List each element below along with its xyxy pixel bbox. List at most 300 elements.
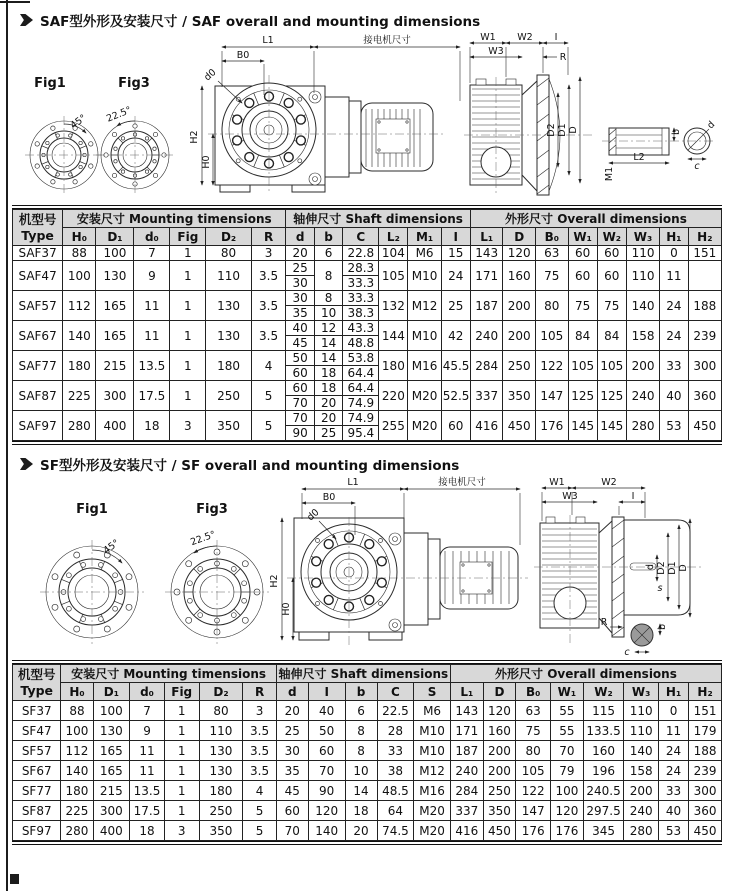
table-row: [13, 246, 722, 261]
table-cell: 337: [450, 801, 483, 821]
saf-dim-d: D: [568, 126, 579, 134]
table-cell: 79: [551, 761, 584, 781]
table-cell: 105: [516, 761, 551, 781]
column-header: R: [243, 683, 276, 701]
table-cell: 33.3: [343, 291, 379, 306]
saf-dim-h2: H2: [189, 130, 200, 144]
column-header: Fig: [170, 228, 206, 246]
table-cell: 188: [689, 741, 722, 761]
table-cell: 5: [243, 821, 276, 841]
table-row: [13, 821, 722, 841]
table-cell: SF37: [13, 701, 61, 721]
table-cell: 64: [377, 801, 414, 821]
sf-dim-h2: H2: [269, 574, 280, 588]
saf-fig1-flange-view: [25, 113, 103, 194]
sf-dim-h0: H0: [281, 602, 292, 616]
table-cell: 1: [170, 321, 206, 351]
column-header: d: [276, 683, 308, 701]
sf-dim-s: s: [657, 583, 663, 594]
table-cell: 350: [206, 411, 251, 441]
table-cell: 176: [551, 821, 584, 841]
table-cell: 14: [345, 781, 377, 801]
column-group-header: 安装尺寸 Mounting timensions: [63, 210, 286, 228]
table-cell: 145: [597, 411, 626, 441]
table-cell: 450: [483, 821, 516, 841]
table-cell: 22.5: [377, 701, 414, 721]
table-cell: 120: [483, 701, 516, 721]
table-cell: 100: [96, 246, 134, 261]
table-cell: SAF47: [13, 261, 63, 291]
sf-fig1-angle-label: 45°: [101, 537, 122, 557]
table-cell: 5: [243, 801, 276, 821]
column-header: B₀: [516, 683, 551, 701]
header-columns-row: [13, 228, 722, 246]
table-cell: 100: [61, 721, 93, 741]
table-row: [13, 741, 722, 761]
table-cell: 75: [536, 261, 569, 291]
sf-dim-i: I: [631, 491, 635, 502]
table-cell: 147: [536, 381, 569, 411]
sf-dimensions-table: [12, 664, 722, 841]
table-cell: SAF87: [13, 381, 63, 411]
table-cell: 125: [568, 381, 597, 411]
section-marker-icon: [20, 14, 33, 26]
table-row: [13, 721, 722, 741]
table-cell: 90: [286, 426, 314, 441]
table-cell: 115: [583, 701, 624, 721]
table-cell: 60: [597, 261, 626, 291]
table-cell: 3.5: [251, 321, 286, 351]
table-cell: 4: [243, 781, 276, 801]
saf-dim-d2: D2: [546, 123, 557, 137]
table-cell: 105: [568, 351, 597, 381]
table-cell: 53.8: [343, 351, 379, 366]
table-cell: 3: [243, 701, 276, 721]
column-header: D: [483, 683, 516, 701]
table-cell: 3.5: [243, 721, 276, 741]
table-cell: 20: [314, 411, 342, 426]
table-cell: 40: [286, 321, 314, 336]
column-header: B₀: [536, 228, 569, 246]
table-cell: 225: [63, 381, 96, 411]
sf-fig1-label: Fig1: [76, 502, 108, 517]
table-cell: 11: [659, 721, 689, 741]
table-cell: 18: [314, 381, 342, 396]
table-cell: SAF57: [13, 291, 63, 321]
column-header: b: [345, 683, 377, 701]
table-cell: 33.3: [343, 276, 379, 291]
table-cell: 20: [286, 246, 314, 261]
table-cell: 450: [503, 411, 536, 441]
column-header: b: [314, 228, 342, 246]
table-cell: 280: [626, 411, 659, 441]
table-cell: 1: [170, 246, 206, 261]
table-cell: 45: [286, 336, 314, 351]
table-cell: 40: [308, 701, 345, 721]
table-cell: 70: [551, 741, 584, 761]
table-cell: 90: [308, 781, 345, 801]
column-header: S: [414, 683, 451, 701]
table-cell: 63: [536, 246, 569, 261]
table-cell: 15: [441, 246, 470, 261]
table-cell: 48.8: [343, 336, 379, 351]
table-cell: 28.3: [343, 261, 379, 276]
table-cell: 300: [689, 781, 722, 801]
table-cell: SAF37: [13, 246, 63, 261]
sf-dim-w1: W1: [549, 477, 565, 488]
table-cell: 284: [450, 781, 483, 801]
section-title-text: SAF型外形及安装尺寸 / SAF overall and mounting dimensions: [40, 14, 481, 30]
table-cell: 130: [199, 761, 243, 781]
table-cell: 40: [660, 381, 688, 411]
table-cell: 300: [96, 381, 134, 411]
table-cell: 35: [286, 306, 314, 321]
table-cell: 360: [688, 381, 721, 411]
saf-dim-b0: B0: [236, 50, 250, 61]
column-header: D₁: [93, 683, 130, 701]
column-header-type: 机型号 Type: [13, 665, 61, 701]
table-row: [13, 701, 722, 721]
table-cell: M20: [408, 381, 441, 411]
column-header-type: 机型号 Type: [13, 210, 63, 246]
table-cell: 25: [276, 721, 308, 741]
table-cell: 110: [624, 701, 659, 721]
table-cell: 130: [93, 721, 130, 741]
saf-dim-d0: d0: [202, 67, 219, 84]
section-title-text: SF型外形及安装尺寸 / SF overall and mounting dimensions: [40, 458, 460, 474]
table-cell: 200: [503, 291, 536, 321]
table-cell: 1: [170, 261, 206, 291]
saf-dim-r: R: [559, 52, 567, 63]
table-cell: 7: [130, 701, 165, 721]
table-cell: 33: [659, 781, 689, 801]
table-cell: 64.4: [343, 366, 379, 381]
table-cell: 130: [206, 321, 251, 351]
sf-dim-b: b: [657, 623, 668, 631]
column-header: L₁: [470, 228, 503, 246]
table-cell: 151: [689, 701, 722, 721]
table-cell: 130: [199, 741, 243, 761]
table-cell: 52.5: [441, 381, 470, 411]
table-cell: 143: [470, 246, 503, 261]
table-cell: 13.5: [134, 351, 170, 381]
table-cell: SF77: [13, 781, 61, 801]
column-header: I: [308, 683, 345, 701]
table-cell: 125: [597, 381, 626, 411]
table-cell: 110: [626, 246, 659, 261]
header-group-row: [13, 665, 722, 683]
saf-front-view: [189, 34, 460, 192]
table-cell: 280: [624, 821, 659, 841]
table-cell: 200: [503, 321, 536, 351]
table-cell: 53: [660, 411, 688, 441]
table-cell: 450: [688, 411, 721, 441]
table-cell: 165: [93, 741, 130, 761]
table-cell: 60: [286, 366, 314, 381]
sf-dim-motor: 接电机尺寸: [438, 477, 486, 488]
table-cell: 20: [314, 396, 342, 411]
saf-shaft-detail: [602, 119, 717, 181]
saf-section: [12, 10, 722, 445]
table-cell: 24: [441, 261, 470, 291]
saf-fig3-label: Fig3: [118, 76, 150, 91]
table-cell: 200: [624, 781, 659, 801]
table-cell: 120: [551, 801, 584, 821]
saf-fig3-angle-label: 22.5°: [104, 104, 134, 125]
column-header: d₀: [134, 228, 170, 246]
table-cell: 105: [536, 321, 569, 351]
table-cell: 100: [63, 261, 96, 291]
saf-table-wrap: [12, 205, 722, 445]
table-row: [13, 411, 722, 426]
table-cell: 8: [345, 721, 377, 741]
table-cell: 300: [93, 801, 130, 821]
table-cell: 55: [551, 721, 584, 741]
table-cell: 1: [170, 381, 206, 411]
saf-dim-d1: D1: [557, 123, 568, 137]
table-cell: 18: [314, 366, 342, 381]
table-cell: 143: [450, 701, 483, 721]
table-cell: 180: [379, 351, 408, 381]
table-cell: 7: [134, 246, 170, 261]
table-cell: 132: [379, 291, 408, 321]
sf-dim-shaft-d: d: [645, 563, 656, 571]
table-cell: 24: [660, 291, 688, 321]
column-header: d₀: [130, 683, 165, 701]
table-cell: 240: [624, 801, 659, 821]
table-cell: 70: [286, 411, 314, 426]
table-cell: 48.5: [377, 781, 414, 801]
sf-fig3-angle-label: 22.5°: [189, 529, 218, 549]
table-cell: 30: [276, 741, 308, 761]
table-cell: 14: [314, 351, 342, 366]
table-cell: 50: [308, 721, 345, 741]
table-cell: 151: [688, 246, 721, 261]
table-cell: 187: [450, 741, 483, 761]
column-header: L₁: [450, 683, 483, 701]
table-cell: 25: [286, 261, 314, 276]
table-cell: 416: [450, 821, 483, 841]
table-cell: 140: [624, 741, 659, 761]
table-cell: 38.3: [343, 306, 379, 321]
table-cell: M20: [414, 801, 451, 821]
table-row: [13, 321, 722, 336]
table-cell: 60: [568, 246, 597, 261]
table-cell: 80: [199, 701, 243, 721]
table-cell: M16: [408, 351, 441, 381]
table-cell: 400: [93, 821, 130, 841]
table-cell: 33: [377, 741, 414, 761]
table-row: [13, 781, 722, 801]
sf-dim-d1: D1: [667, 561, 678, 575]
table-cell: 176: [536, 411, 569, 441]
table-cell: 18: [130, 821, 165, 841]
header-group-row: [13, 210, 722, 228]
column-header: C: [343, 228, 379, 246]
table-cell: 1: [164, 801, 199, 821]
column-group-header: 外形尺寸 Overall dimensions: [470, 210, 721, 228]
table-cell: 160: [583, 741, 624, 761]
table-cell: 33: [660, 351, 688, 381]
saf-dim-motor: 接电机尺寸: [363, 35, 411, 46]
table-cell: 53: [659, 821, 689, 841]
table-cell: 8: [314, 291, 342, 306]
column-header: R: [251, 228, 286, 246]
table-cell: 112: [61, 741, 93, 761]
table-cell: 110: [626, 261, 659, 291]
table-cell: 240.5: [583, 781, 624, 801]
table-cell: M20: [408, 411, 441, 441]
table-cell: 8: [345, 741, 377, 761]
table-cell: 284: [470, 351, 503, 381]
table-cell: 11: [134, 291, 170, 321]
column-header: D₁: [96, 228, 134, 246]
table-cell: 112: [63, 291, 96, 321]
table-cell: 250: [483, 781, 516, 801]
table-cell: 145: [568, 411, 597, 441]
table-cell: 196: [583, 761, 624, 781]
saf-dim-w1: W1: [480, 32, 496, 43]
column-header: W₂: [597, 228, 626, 246]
table-cell: 74.9: [343, 411, 379, 426]
sf-dim-w3: W3: [562, 491, 578, 502]
table-cell: 70: [308, 761, 345, 781]
table-cell: M10: [408, 321, 441, 351]
table-cell: 239: [688, 321, 721, 351]
table-cell: 43.3: [343, 321, 379, 336]
table-cell: 130: [206, 291, 251, 321]
table-cell: 45.5: [441, 351, 470, 381]
table-cell: 350: [199, 821, 243, 841]
column-header: D₂: [206, 228, 251, 246]
table-cell: 75: [516, 721, 551, 741]
column-group-header: 轴伸尺寸 Shaft dimensions: [286, 210, 471, 228]
column-header: W₃: [626, 228, 659, 246]
saf-dim-h0: H0: [201, 155, 212, 169]
table-cell: 337: [470, 381, 503, 411]
table-cell: 120: [503, 246, 536, 261]
column-header: W₁: [551, 683, 584, 701]
column-header: H₂: [689, 683, 722, 701]
column-header: W₃: [624, 683, 659, 701]
table-cell: 14: [314, 336, 342, 351]
table-row: [13, 261, 722, 276]
table-cell: 1: [164, 741, 199, 761]
table-row: [13, 801, 722, 821]
sf-dim-c: c: [624, 647, 630, 658]
table-cell: 20: [276, 701, 308, 721]
table-cell: 105: [597, 351, 626, 381]
table-cell: 240: [626, 381, 659, 411]
table-cell: 133.5: [583, 721, 624, 741]
table-cell: 180: [199, 781, 243, 801]
table-cell: 40: [659, 801, 689, 821]
table-cell: 122: [536, 351, 569, 381]
table-cell: 20: [345, 821, 377, 841]
saf-fig1-angle-label: 45°: [68, 112, 89, 132]
table-cell: 255: [379, 411, 408, 441]
table-cell: 9: [130, 721, 165, 741]
table-cell: 18: [134, 411, 170, 441]
table-row: [13, 291, 722, 306]
saf-dimensions-table: [12, 209, 722, 441]
table-cell: SF57: [13, 741, 61, 761]
saf-side-view: [464, 32, 592, 195]
sf-fig1-flange-view: [40, 538, 144, 644]
table-cell: 144: [379, 321, 408, 351]
table-cell: 5: [251, 381, 286, 411]
table-cell: 188: [688, 291, 721, 321]
table-cell: 74.5: [377, 821, 414, 841]
table-cell: 239: [689, 761, 722, 781]
column-header: H₂: [688, 228, 721, 246]
table-cell: 60: [308, 741, 345, 761]
column-header: I: [441, 228, 470, 246]
table-cell: 5: [251, 411, 286, 441]
column-header: M₁: [408, 228, 441, 246]
sf-dim-w2: W2: [601, 477, 617, 488]
table-cell: 70: [286, 396, 314, 411]
table-cell: 120: [308, 801, 345, 821]
sf-dim-d2: D2: [656, 561, 667, 575]
table-cell: 60: [568, 261, 597, 291]
table-cell: 250: [199, 801, 243, 821]
table-cell: 0: [660, 246, 688, 261]
sf-dim-b0: B0: [322, 492, 336, 503]
table-cell: 110: [206, 261, 251, 291]
sf-section: [12, 454, 722, 845]
table-cell: 24: [659, 761, 689, 781]
saf-dim-b: b: [671, 128, 682, 136]
table-cell: 25: [314, 426, 342, 441]
table-cell: M16: [414, 781, 451, 801]
table-cell: 160: [483, 721, 516, 741]
sf-dim-d0: d0: [305, 507, 322, 524]
table-cell: 3.5: [243, 741, 276, 761]
table-cell: 100: [551, 781, 584, 801]
table-cell: 80: [516, 741, 551, 761]
sf-side-view: [534, 477, 702, 658]
table-cell: M6: [414, 701, 451, 721]
table-cell: 140: [308, 821, 345, 841]
table-cell: 28: [377, 721, 414, 741]
table-cell: 280: [63, 411, 96, 441]
table-cell: 360: [689, 801, 722, 821]
table-cell: 1: [170, 291, 206, 321]
column-group-header: 安装尺寸 Mounting timensions: [61, 665, 276, 683]
table-cell: 25: [441, 291, 470, 321]
table-cell: 84: [597, 321, 626, 351]
table-cell: 11: [130, 741, 165, 761]
table-row: [13, 351, 722, 366]
sf-technical-drawing: [12, 475, 722, 658]
sf-fig3-flange-view: [165, 529, 269, 644]
table-cell: 158: [626, 321, 659, 351]
table-cell: 30: [286, 276, 314, 291]
table-cell: 95.4: [343, 426, 379, 441]
table-cell: 450: [689, 821, 722, 841]
table-cell: 350: [503, 381, 536, 411]
table-cell: M12: [414, 761, 451, 781]
table-cell: 200: [483, 761, 516, 781]
table-cell: 130: [96, 261, 134, 291]
table-cell: 100: [93, 701, 130, 721]
column-header: W₂: [583, 683, 624, 701]
table-cell: M12: [408, 291, 441, 321]
table-cell: 3: [170, 411, 206, 441]
table-cell: 11: [660, 261, 688, 291]
table-cell: SF97: [13, 821, 61, 841]
